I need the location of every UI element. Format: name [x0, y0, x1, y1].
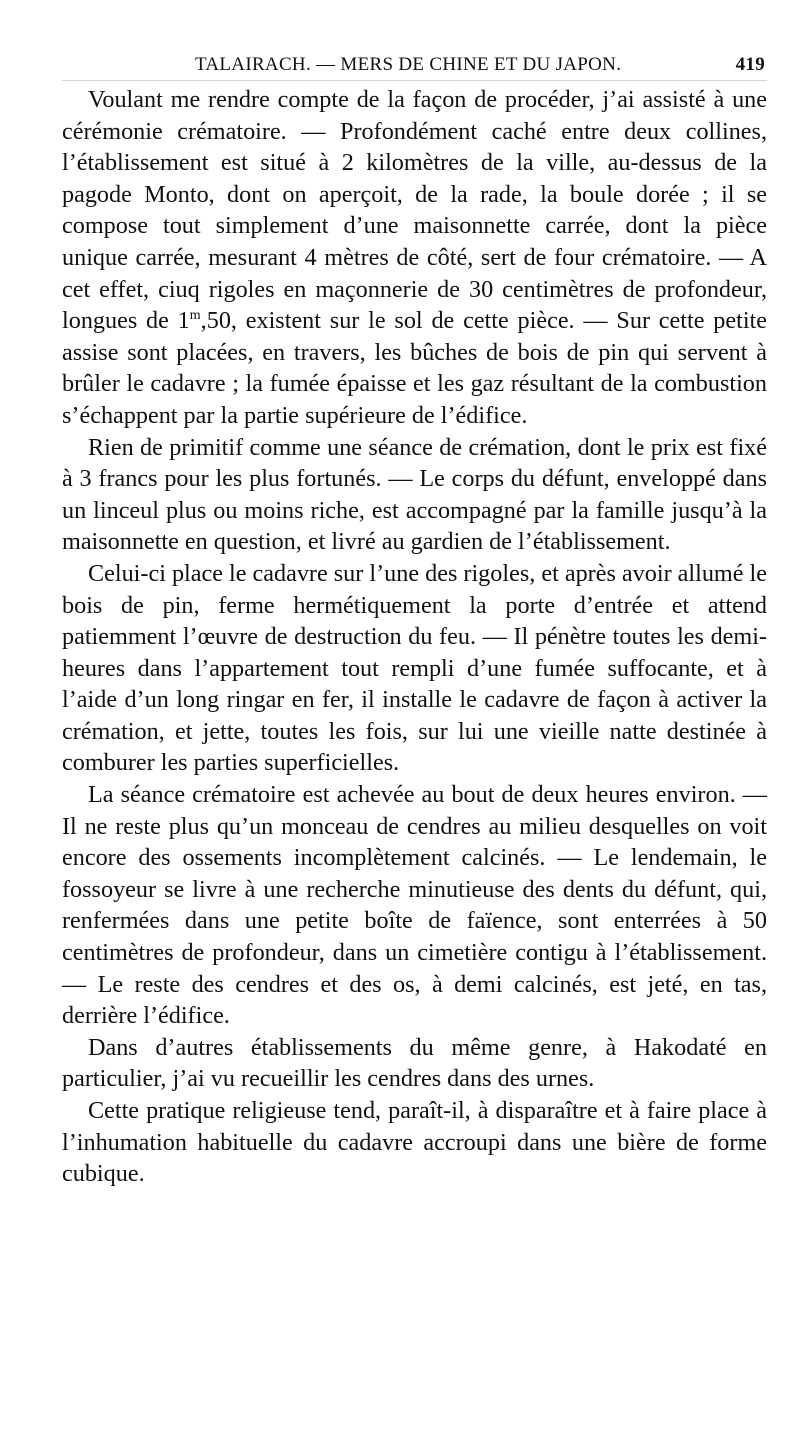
- header-rule: [62, 80, 767, 81]
- running-title: TALAIRACH. — MERS DE CHINE ET DU JAPON.: [195, 54, 622, 75]
- body-text: [62, 84, 767, 1190]
- paragraph-1-superscript: m: [189, 308, 201, 324]
- paragraph-5: Dans d’autres établissements du même genre, à Hakodaté en particulier, j’ai vu recueillir les cendres dans des urnes.: [62, 1033, 767, 1093]
- paragraph-1: [62, 84, 767, 432]
- running-header: [195, 54, 765, 76]
- paragraph-4: La séance crématoire est achevée au bout de deux heures environ. — Il ne reste plus qu’un monceau de cendres au milieu desquelles on voit encore des ossements incomplètement calcinés. — Le lendemain, le fossoyeur se livre à une recherche minutieuse des dents du défunt, qui, renfermées dans une petite boîte de faïence, sont enterrées à 50 centimètres de profondeur, dans un cimetière contigu à l’établissement. — Le reste des cendres et des os, à demi calcinés, est jeté, en tas, derrière l’édifice.: [62, 781, 767, 1030]
- paragraph-2: Rien de primitif comme une séance de crémation, dont le prix est fixé à 3 francs pour les plus fortunés. — Le corps du défunt, enveloppé dans un linceul plus ou moins riche, est accompagné par la famille jusqu’à la maisonnette en question, et livré au gardien de l’établissement.: [62, 433, 767, 556]
- paragraph-1-text-a: Voulant me rendre compte de la façon de procéder, j’ai assisté à une cérémonie crématoire. — Profondément caché entre deux collines, l’établissement est situé à 2 kilomètres de la ville, au-dessus de la pagode Monto, dont on aperçoit, de la rade, la boule dorée ; il se compose tout simplement d’une maisonnette carrée, dont la pièce unique carrée, mesurant 4 mètres de côté, sert de four crématoire. — A cet effet, ciuq rigoles en maçonnerie de 30 centimètres de profondeur, longues de 1: [62, 86, 767, 335]
- paragraph-1-text-b: ,50, existent sur le sol de cette pièce. — Sur cette petite assise sont placées, en travers, les bûches de bois de pin qui servent à brûler le cadavre ; la fumée épaisse et les gaz résultant de la combustion s’échappent par la partie supérieure de l’édifice.: [62, 307, 767, 429]
- paragraph-3: Celui-ci place le cadavre sur l’une des rigoles, et après avoir allumé le bois de pin, ferme hermétiquement la porte d’entrée et attend patiemment l’œuvre de destruction du feu. — Il pénètre toutes les demi-heures dans l’appartement tout rempli d’une fumée suffocante, et à l’aide d’un long ringar en fer, il installe le cadavre de façon à activer la crémation, et jette, toutes les fois, sur lui une vieille natte destinée à comburer les parties superficielles.: [62, 559, 767, 777]
- paragraph-6: Cette pratique religieuse tend, paraît-il, à disparaître et à faire place à l’inhumation habituelle du cadavre accroupi dans une bière de forme cubique.: [62, 1097, 767, 1188]
- page-number: 419: [735, 54, 765, 75]
